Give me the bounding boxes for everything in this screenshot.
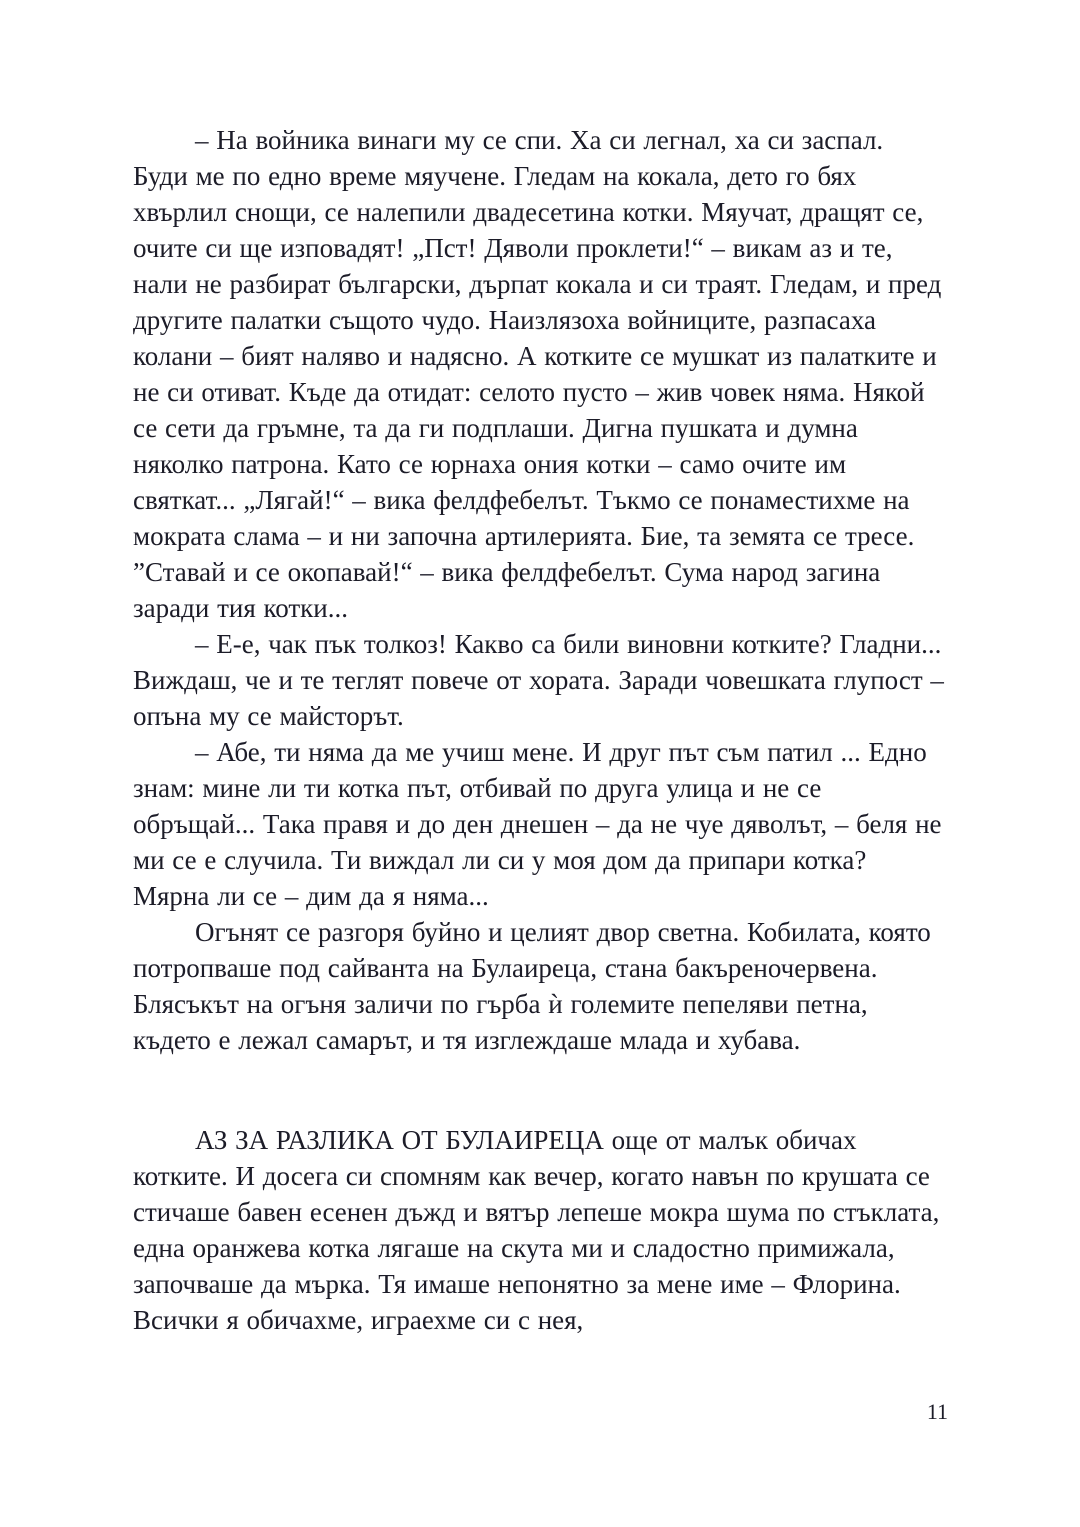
paragraph-section-start: АЗ ЗА РАЗЛИКА ОТ БУЛАИРЕЦА още от малък обичах котките. И досега си спомням как вечер, когато навън по крушата се стичаше бавен есенен дъжд и вятър лепеше мокра шума по стъклата, една оранжева котка лягаше на скута ми и сладостно примижала, започваше да мърка. Тя имаше непонятно за мене име – Флорина. Всички я обичахме, играехме си с нея, <box>133 1125 940 1335</box>
paragraph: – На войника винаги му се спи. Ха си легнал, ха си заспал. Буди ме по едно време мяучене. Гледам на кокала, дето го бях хвърлил снощи, се налепили двадесетина котки. Мяучат, дращят се, очите си ще изповадят! „Пст! Дяволи проклети!“ – викам аз и те, нали не разбират български, дърпат кокала и си траят. Гледам, и пред другите палатки същото чудо. Наизлязоха войниците, разпасаха колани – бият наляво и надясно. А котките се мушкат из палатките и не си отиват. Къде да отидат: селото пусто – жив човек няма. Някой се сети да гръмне, та да ги подплаши. Дигна пушката и думна няколко патрона. Като се юрнаха ония котки – само очите им святкат... „Лягай!“ – вика фелдфебелът. Тъкмо се понаместихме на мократа слама – и ни започна артилерията. Бие, та земята се тресе. ”Ставай и се окопавай!“ – вика фелдфебелът. Сума народ загина заради тия котки... <box>133 125 942 623</box>
text-content <box>133 122 945 1338</box>
paragraph: Огънят се разгоря буйно и целият двор светна. Кобилата, която потропваше под сайванта на Булаиреца, стана бакъреночервена. Блясъкът на огъня заличи по гърба ѝ големите пепеляви петна, където е лежал самарът, и тя изглеждаше млада и хубава. <box>133 917 931 1055</box>
paragraph: – Абе, ти няма да ме учиш мене. И друг път съм патил ... Едно знам: мине ли ти котка път, отбивай по друга улица и не се обръщай... Така правя и до ден днешен – да не чуе дяволът, – беля не ми се е случила. Ти виждал ли си у моя дом да припари котка? Мярна ли се – дим да я няма... <box>133 737 942 911</box>
paragraph: – Е-е, чак пък толкоз! Какво са били виновни котките? Гладни... Виждаш, че и те теглят повече от хората. Заради човешката глупост – опъна му се майсторът. <box>133 629 944 731</box>
page-number: 11 <box>926 1399 948 1424</box>
